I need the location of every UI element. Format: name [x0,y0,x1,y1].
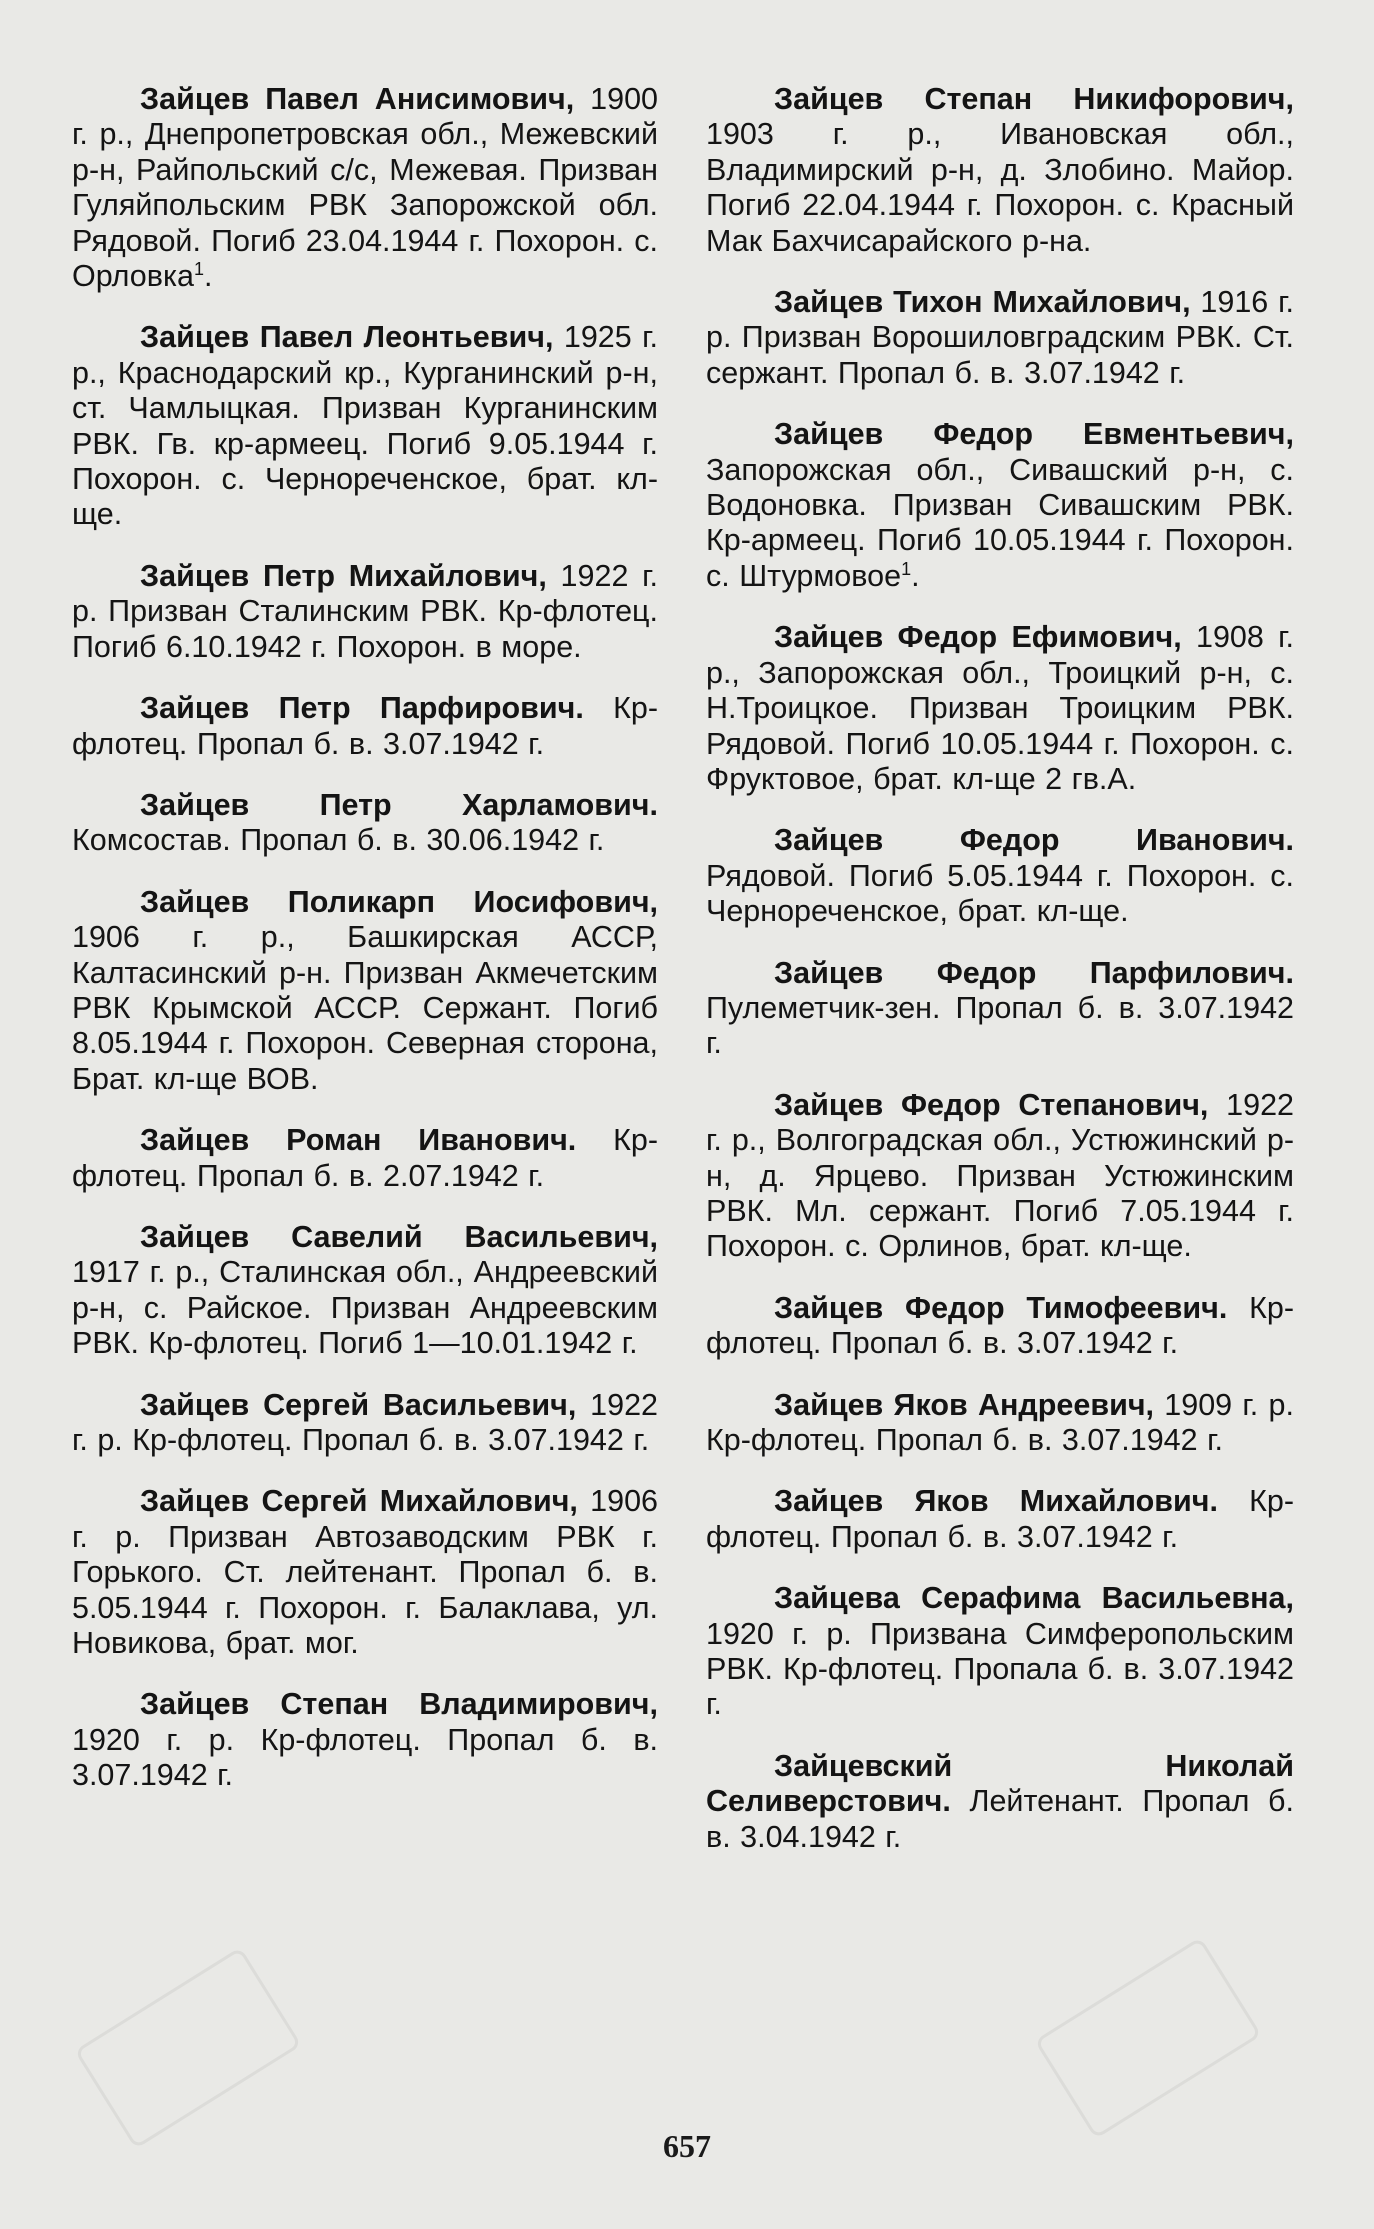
page-number: 657 [663,2128,711,2164]
entry [72,1220,658,1362]
entry [706,1749,1294,1855]
entry-text: Пулеметчик-зен. Пропал б. в. 3.07.1942 г. [706,990,1294,1061]
watermark-stamp [1034,1937,1262,2139]
entry [72,1687,658,1793]
entry-name: Зайцев Степан Никифорович, [774,82,1294,116]
entry-text: 1908 г. р., Запорожская обл., Троицкий р-н, с. Н.Троицкое. Призван Троицким РВК. Рядовой. Погиб 10.05.1944 г. Похорон. с. Фруктовое, брат. кл-ще 2 гв.А. [706,620,1294,796]
entry-text: 1922 г. р. Кр-флотец. Пропал б. в. 3.07.1942 г. [72,1387,658,1457]
entry-text: Лейтенант. Пропал б. в. 3.04.1942 г. [706,1784,1294,1854]
entry-text: Запорожская обл., Сивашский р-н, с. Водоновка. Призван Сивашским РВК. Кр-армеец. Погиб 10.05.1944 г. Похорон. с. Штурмовое [706,452,1294,593]
entry [72,559,658,665]
entry-text-end: . [911,558,920,593]
entry [72,691,658,762]
entry-name: Зайцев Федор Ефимович, [774,620,1182,655]
entry-name: Зайцевский Николай Селиверстович. [706,1748,1294,1819]
entry-name: Зайцев Сергей Михайлович, [140,1484,578,1519]
left-column [72,82,658,1820]
entry-text: 1900 г. р., Днепропетровская обл., Межевский р-н, Райпольский с/с, Межевая. Призван Гуляйпольским РВК Запорожской обл. Рядовой. Погиб 23.04.1944 г. Похорон. с. Орловка [72,82,658,294]
entry-name: Зайцев Федор Парфилович. [774,955,1294,990]
entry-text: 1922 г. р. Призван Сталинским РВК. Кр-флотец. Погиб 6.10.1942 г. Похорон. в море. [72,558,658,664]
entry-name: Зайцев Яков Андреевич, [774,1387,1155,1422]
entry-name: Зайцев Тихон Михайлович, [774,285,1191,320]
entry-name: Зайцев Яков Михайлович. [774,1484,1218,1519]
entry [72,320,658,532]
entry-name: Зайцев Федор Евментьевич, [774,417,1294,452]
entry-name: Зайцев Федор Тимофеевич. [774,1290,1228,1325]
entry [72,1388,658,1459]
entry [72,1484,658,1661]
entry-text: 1906 г. р. Призван Автозаводским РВК г. Горького. Ст. лейтенант. Пропал б. в. 5.05.1944 г. Похорон. г. Балаклава, ул. Новикова, брат. мог. [72,1484,658,1661]
entry-name: Зайцев Поликарп Иосифович, [140,884,658,919]
entry-text: Кр-флотец. Пропал б. в. 2.07.1942 г. [72,1123,658,1193]
entry-name: Зайцев Сергей Васильевич, [140,1387,577,1422]
entry-name: Зайцев Павел Леонтьевич, [140,320,554,355]
entry [706,285,1294,391]
entry-text: Кр-флотец. Пропал б. в. 3.07.1942 г. [706,1290,1294,1361]
entry [706,956,1294,1062]
entry-name: Зайцев Федор Степанович, [774,1087,1209,1122]
entry [706,823,1294,929]
footnote-mark: 1 [901,558,912,579]
entry [72,82,658,294]
entry-text: 1909 г. р. Кр-флотец. Пропал б. в. 3.07.1942 г. [706,1387,1294,1457]
entry [706,620,1294,797]
entry-name: Зайцев Савелий Васильевич, [140,1219,658,1254]
entry-text: 1906 г. р., Башкирская АССР, Калтасинский р-н. Призван Акмечетским РВК Крымской АССР. Сержант. Погиб 8.05.1944 г. Похорон. Северная сторона, Брат. кл-ще ВОВ. [72,920,658,1096]
entry-text: 1917 г. р., Сталинская обл., Андреевский р-н, с. Райское. Призван Андреевским РВК. Кр-флотец. Погиб 1—10.01.1942 г. [72,1255,658,1361]
entry [72,788,658,859]
entry-text: 1920 г. р. Кр-флотец. Пропал б. в. 3.07.1942 г. [72,1722,658,1793]
entry [706,417,1294,594]
entry-text: 1925 г. р., Краснодарский кр., Курганинский р-н, ст. Чамлыцкая. Призван Курганинским РВК. Гв. кр-армеец. Погиб 9.05.1944 г. Похорон. с. Чернореченское, брат. кл-ще. [72,320,658,532]
entry-name: Зайцев Роман Иванович. [140,1123,577,1158]
entry-text: 1922 г. р., Волгоградская обл., Устюжинский р-н, д. Ярцево. Призван Устюжинским РВК. Мл. сержант. Погиб 7.05.1944 г. Похорон. с. Орлинов, брат. кл-ще. [706,1087,1295,1264]
entry [706,1484,1294,1555]
entry-name: Зайцев Степан Владимирович, [140,1687,658,1722]
entry-name: Зайцев Петр Харламович. [140,787,658,822]
entry [72,885,658,1097]
entry-name: Зайцев Федор Иванович. [774,823,1294,858]
entry-text: Комсостав. Пропал б. в. 30.06.1942 г. [72,823,605,858]
entry [706,1581,1294,1723]
entry-text: Кр-флотец. Пропал б. в. 3.07.1942 г. [706,1484,1294,1554]
entry-name: Зайцев Петр Михайлович, [140,558,547,593]
entry-name: Зайцева Серафима Васильевна, [774,1581,1294,1616]
entry [706,1088,1294,1265]
entry-text: Кр-флотец. Пропал б. в. 3.07.1942 г. [72,691,658,761]
right-column [706,82,1294,1881]
entry [706,1291,1294,1362]
entry [72,1123,658,1194]
entry [706,82,1294,259]
entry-text: 1916 г. р. Призван Ворошиловградским РВК. Ст. сержант. Пропал б. в. 3.07.1942 г. [706,285,1294,390]
entry [706,1388,1294,1459]
entry-text-end: . [203,259,213,294]
entry-text: 1903 г. р., Ивановская обл., Владимирский р-н, д. Злобино. Майор. Погиб 22.04.1944 г. Похорон. с. Красный Мак Бахчисарайского р-на. [706,117,1294,258]
entry-name: Зайцев Павел Анисимович, [140,82,575,116]
entry-text: 1920 г. р. Призвана Симферопольским РВК. Кр-флотец. Пропала б. в. 3.07.1942 г. [706,1616,1294,1722]
entry-name: Зайцев Петр Парфирович. [140,691,584,726]
watermark-stamp [74,1947,302,2149]
entry-text: Рядовой. Погиб 5.05.1944 г. Похорон. с. Чернореченское, брат. кл-ще. [706,858,1294,929]
footnote-mark: 1 [193,258,204,279]
